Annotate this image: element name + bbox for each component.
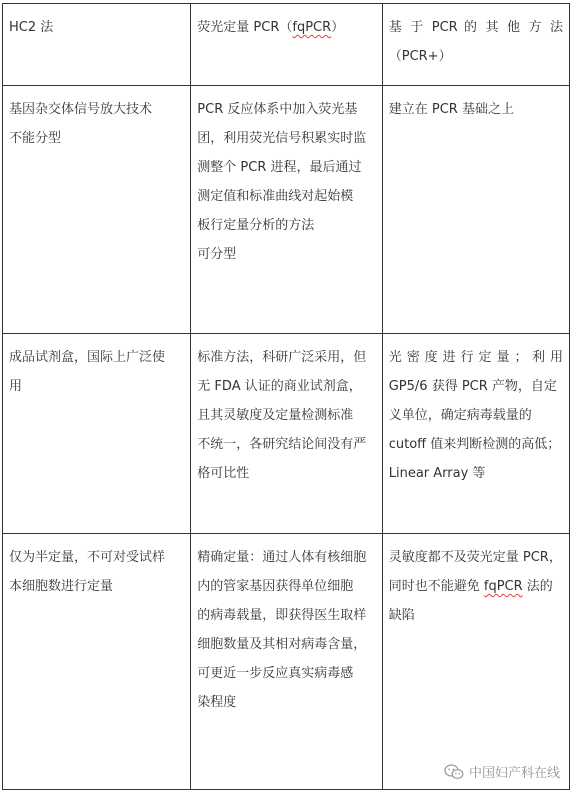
cell-hc2-quant: 仅为半定量，不可对受试样 本细胞数进行定量 — [3, 534, 191, 790]
spellcheck-fqpcr: fqPCR — [483, 579, 523, 594]
header-fqpcr-suffix: ） — [331, 20, 345, 35]
table-row — [3, 86, 570, 334]
header-pcr-plus-line2: （PCR+） — [388, 49, 452, 64]
cell-pcr-plus-usage: 光 密 度 进 行 定 量 ； 利 用 GP5/6 获得 PCR 产物，自定 义单位，确定病毒载量的 cutoff 值来判断检测的高低； Linear Array 等 — [382, 334, 569, 534]
table-row — [3, 334, 570, 534]
header-fqpcr-prefix: 荧光定量 PCR（ — [197, 20, 293, 35]
watermark-text: 中国妇产科在线 — [468, 766, 560, 781]
header-pcr-plus-line1: 基 于 PCR 的 其 他 方 法 — [388, 20, 563, 35]
header-hc2: HC2 法 — [3, 4, 191, 86]
header-pcr-plus — [382, 4, 569, 86]
cell-pcr-plus-principle: 建立在 PCR 基础之上 — [382, 86, 569, 334]
cell-hc2-usage: 成品试剂盒，国际上广泛使 用 — [3, 334, 191, 534]
cell-fqpcr-principle: PCR 反应体系中加入荧光基 团，利用荧光信号积累实时监 测整个 PCR 进程，最后通过 测定值和标准曲线对起始模 板行定量分析的方法 可分型 — [191, 86, 382, 334]
cell-fqpcr-usage: 标准方法，科研广泛采用，但 无 FDA 认证的商业试剂盒， 且其灵敏度及定量检测标准 不统一，各研究结论间没有严 格可比性 — [191, 334, 382, 534]
cell-hc2-principle: 基因杂交体信号放大技术 不能分型 — [3, 86, 191, 334]
cell-pcr-plus-quant: 灵敏度都不及荧光定量 PCR， 同时也不能避免 fqPCR 法的 缺陷 — [382, 534, 569, 790]
comparison-table — [2, 3, 570, 790]
cell-fqpcr-quant: 精确定量：通过人体有核细胞 内的管家基因获得单位细胞 的病毒载量，即获得医生取样 细胞数量及其相对病毒含量， 可更近一步反应真实病毒感 染程度 — [191, 534, 382, 790]
spellcheck-fqpcr: fqPCR — [292, 20, 332, 35]
header-fqpcr — [191, 4, 382, 86]
table-row — [3, 534, 570, 790]
table-header-row — [3, 4, 570, 86]
watermark — [444, 762, 560, 781]
wechat-icon — [444, 764, 464, 780]
